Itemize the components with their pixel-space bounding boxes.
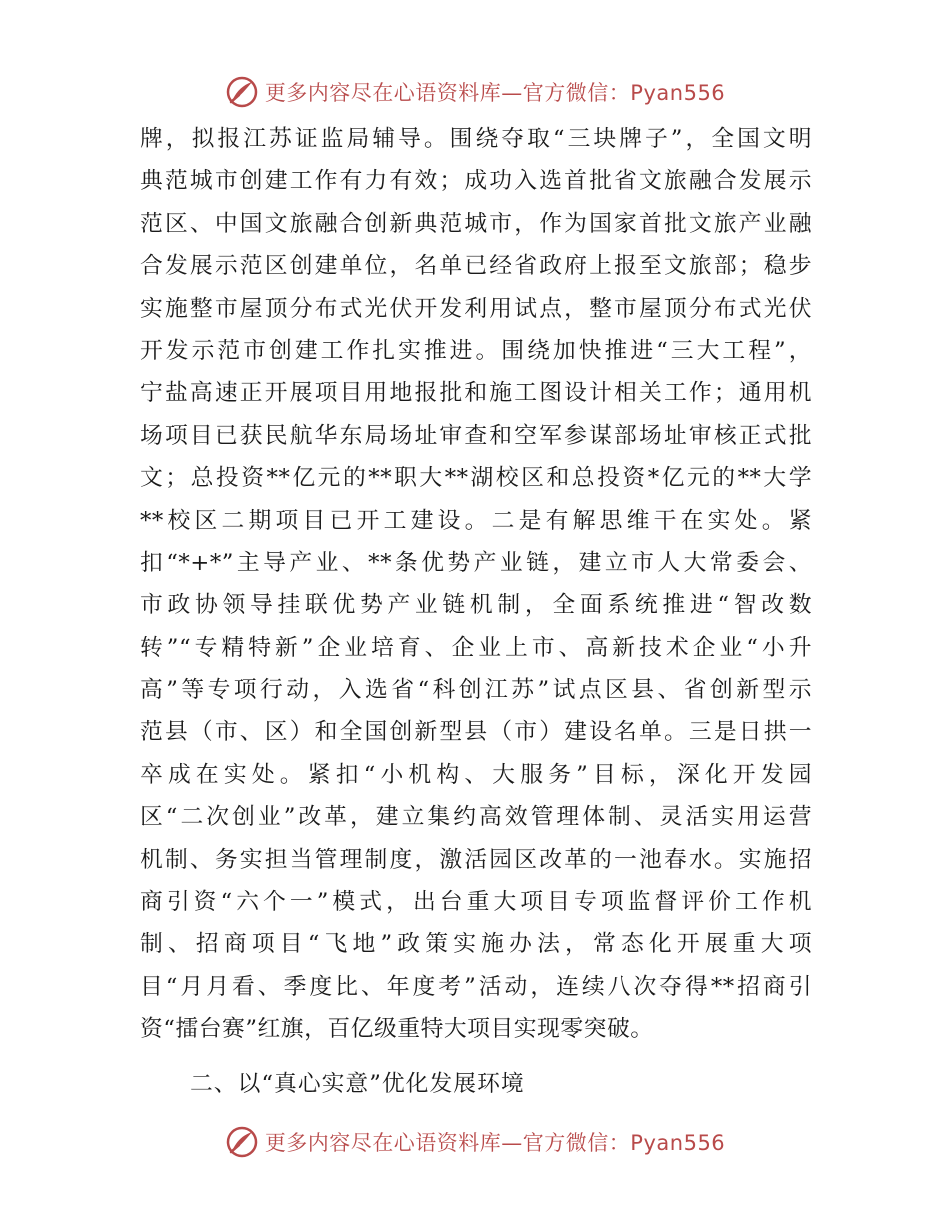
bottom-watermark-banner — [0, 1122, 950, 1162]
body-line: 制、招商项目“飞地”政策实施办法，常态化开展重大项 — [140, 931, 812, 958]
body-line: 扣“*+*”主导产业、**条优势产业链，建立市人大常委会、 — [140, 549, 812, 576]
body-line: 高”等专项行动，入选省“科创江苏”试点区县、省创新型示 — [140, 677, 812, 704]
top-watermark-banner — [0, 72, 950, 112]
body-line: 实施整市屋顶分布式光伏开发利用试点，整市屋顶分布式光伏 — [140, 295, 812, 322]
watermark-text: 更多内容尽在心语资料库—官方微信：Pyan556 — [264, 1131, 726, 1155]
body-line: 资“擂台赛”红旗，百亿级重特大项目实现零突破。 — [140, 1016, 654, 1043]
body-line: 转”“专精特新”企业培育、企业上市、高新技术企业“小升 — [140, 634, 812, 661]
section-heading: 二、以“真心实意”优化发展环境 — [190, 1071, 525, 1097]
body-line: 场项目已获民航华东局场址审查和空军参谋部场址审核正式批 — [140, 422, 812, 449]
body-line: 目“月月看、季度比、年度考”活动，连续八次夺得**招商引 — [140, 973, 812, 1000]
body-line: 开发示范市创建工作扎实推进。围绕加快推进“三大工程”， — [140, 337, 812, 364]
body-line: 宁盐高速正开展项目用地报批和施工图设计相关工作；通用机 — [140, 380, 812, 407]
hand-feather-logo-icon — [225, 1125, 259, 1159]
body-line: 合发展示范区创建单位，名单已经省政府上报至文旅部；稳步 — [140, 253, 812, 280]
document-body — [140, 118, 812, 1051]
body-line: 牌，拟报江苏证监局辅导。围绕夺取“三块牌子”，全国文明 — [140, 126, 812, 152]
body-line: 范区、中国文旅融合创新典范城市，作为国家首批文旅产业融 — [140, 210, 812, 237]
body-line: **校区二期项目已开工建设。二是有解思维干在实处。紧 — [140, 507, 812, 534]
body-line: 区“二次创业”改革，建立集约高效管理体制、灵活实用运营 — [140, 804, 812, 831]
body-line: 商引资“六个一”模式，出台重大项目专项监督评价工作机 — [140, 889, 812, 916]
body-line: 市政协领导挂联优势产业链机制，全面系统推进“智改数 — [140, 592, 812, 619]
watermark-text: 更多内容尽在心语资料库—官方微信：Pyan556 — [264, 81, 726, 105]
body-line: 机制、务实担当管理制度，激活园区改革的一池春水。实施招 — [140, 846, 812, 873]
body-line: 文；总投资**亿元的**职大**湖校区和总投资*亿元的**大学 — [140, 465, 812, 492]
hand-feather-logo-icon — [225, 75, 259, 109]
body-line: 范县（市、区）和全国创新型县（市）建设名单。三是日拱一 — [140, 719, 812, 746]
body-line: 典范城市创建工作有力有效；成功入选首批省文旅融合发展示 — [140, 168, 812, 195]
body-line: 卒成在实处。紧扣“小机构、大服务”目标，深化开发园 — [140, 761, 812, 788]
